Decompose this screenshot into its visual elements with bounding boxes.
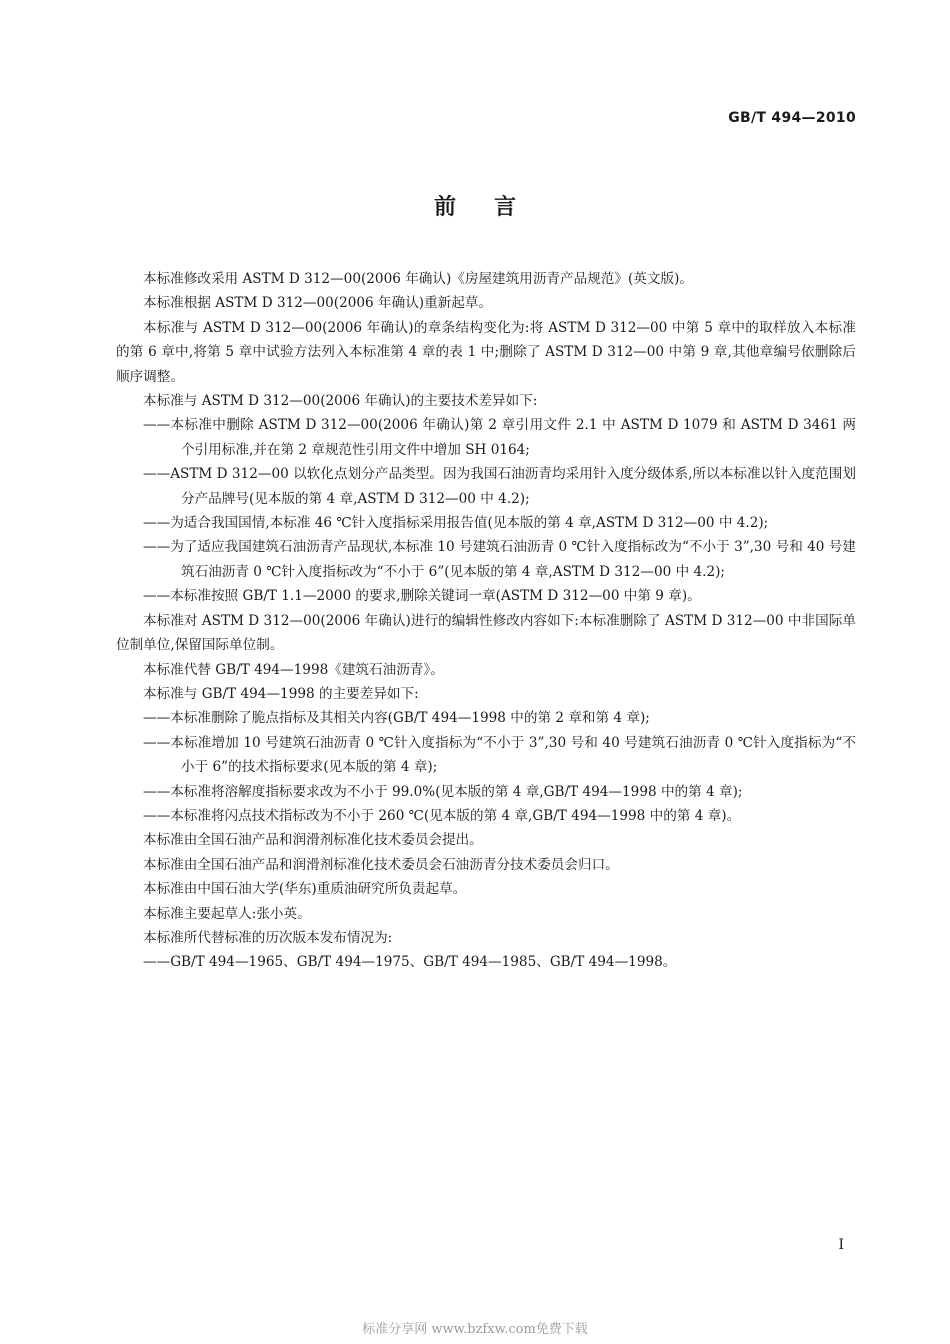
list-item: ——为适合我国国情,本标准 46 ℃针入度指标采用报告值(见本版的第 4 章,ASTM D 312—00 中 4.2);: [143, 515, 769, 532]
list-item: ——本标准将溶解度指标要求改为不小于 99.0%(见本版的第 4 章,GB/T 494—1998 中的第 4 章);: [143, 783, 743, 800]
paragraph: 本标准由全国石油产品和润滑剂标准化技术委员会石油沥青分技术委员会归口。: [143, 856, 619, 873]
list-item: ——ASTM D 312—00 以软化点划分产品类型。因为我国石油沥青均采用针入度分级体系,所以本标准以针入度范围划分产品牌号(见本版的第 4 章,ASTM D 312—00 中 4.2);: [143, 466, 856, 507]
paragraph: 本标准与 GB/T 494—1998 的主要差异如下:: [143, 685, 419, 702]
paragraph: 本标准主要起草人:张小英。: [143, 905, 311, 922]
watermark: 标准分享网 www.bzfxw.com免费下载: [362, 1322, 588, 1337]
paragraph: 本标准代替 GB/T 494—1998《建筑石油沥青》。: [143, 661, 444, 678]
paragraph: 本标准与 ASTM D 312—00(2006 年确认)的主要技术差异如下:: [143, 393, 538, 410]
list-item: ——GB/T 494—1965、GB/T 494—1975、GB/T 494—1985、GB/T 494—1998。: [143, 954, 677, 971]
document-body: [116, 267, 856, 975]
paragraph: 本标准根据 ASTM D 312—00(2006 年确认)重新起草。: [143, 295, 493, 312]
list-item: ——本标准按照 GB/T 1.1—2000 的要求,删除关键词一章(ASTM D 312—00 中第 9 章)。: [143, 588, 701, 605]
paragraph: 本标准所代替标准的历次版本发布情况为:: [143, 929, 393, 946]
paragraph: 本标准由中国石油大学(华东)重质油研究所负责起草。: [143, 881, 467, 898]
list-item: ——本标准增加 10 号建筑石油沥青 0 ℃针入度指标为“不小于 3”,30 号和 40 号建筑石油沥青 0 ℃针入度指标为“不小于 6”的技术指标要求(见本版的第 4 章);: [143, 734, 856, 776]
paragraph: 本标准对 ASTM D 312—00(2006 年确认)进行的编辑性修改内容如下:本标准删除了 ASTM D 312—00 中非国际单位制单位,保留国际单位制。: [116, 612, 856, 654]
list-item: ——本标准将闪点技术指标改为不小于 260 ℃(见本版的第 4 章,GB/T 494—1998 中的第 4 章)。: [143, 807, 741, 824]
page-number: I: [838, 1237, 844, 1253]
paragraph: 本标准与 ASTM D 312—00(2006 年确认)的章条结构变化为:将 ASTM D 312—00 中第 5 章中的取样放入本标准的第 6 章中,将第 5 章中试验方法列入本标准第 4 章的表 1 中;删除了 ASTM D 312—00 中第 9 章,其他章编号依删除后顺序调整。: [116, 319, 856, 385]
list-item: ——为了适应我国建筑石油沥青产品现状,本标准 10 号建筑石油沥青 0 ℃针入度指标改为“不小于 3”,30 号和 40 号建筑石油沥青 0 ℃针入度指标改为“不小于 6”(见本版的第 4 章,ASTM D 312—00 中 4.2);: [143, 539, 856, 580]
page-title: 前言: [433, 195, 554, 220]
standard-number: GB/T 494—2010: [728, 110, 856, 126]
paragraph: 本标准修改采用 ASTM D 312—00(2006 年确认)《房屋建筑用沥青产品规范》(英文版)。: [143, 271, 693, 287]
list-item: ——本标准中删除 ASTM D 312—00(2006 年确认)第 2 章引用文件 2.1 中 ASTM D 1079 和 ASTM D 3461 两个引用标准,并在第 2 章规范性引用文件中增加 SH 0164;: [143, 417, 856, 458]
paragraph: 本标准由全国石油产品和润滑剂标准化技术委员会提出。: [143, 832, 483, 849]
list-item: ——本标准删除了脆点指标及其相关内容(GB/T 494—1998 中的第 2 章和第 4 章);: [143, 710, 650, 727]
